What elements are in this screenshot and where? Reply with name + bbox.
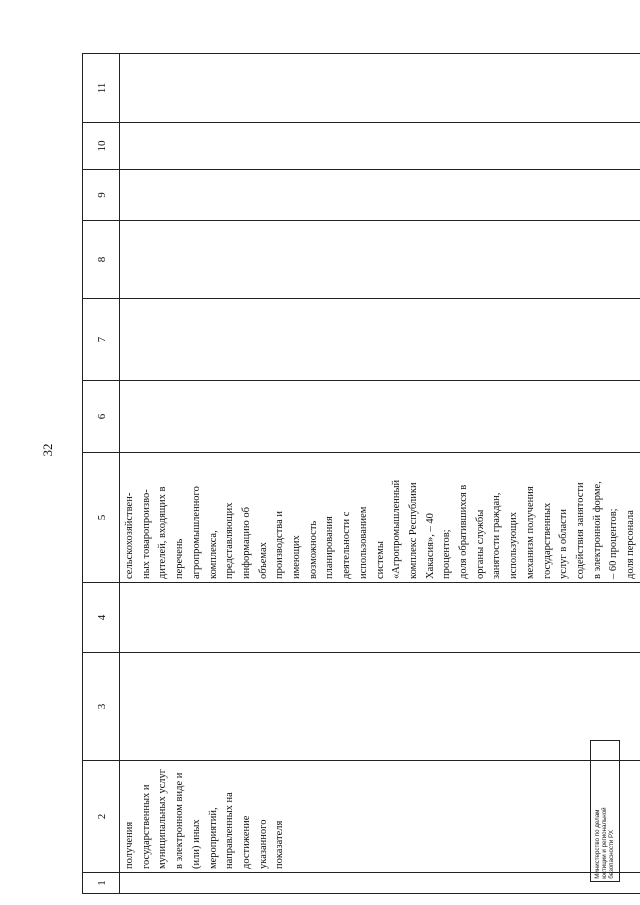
row-cell-10 xyxy=(120,123,640,170)
ministry-stamp xyxy=(590,740,620,882)
data-table xyxy=(82,53,640,894)
header-cell-9: 9 xyxy=(83,170,120,221)
row-cell-3 xyxy=(120,653,640,761)
table-row xyxy=(120,54,640,894)
row-cell-9 xyxy=(120,170,640,221)
header-cell-6: 6 xyxy=(83,381,120,453)
row-cell-11 xyxy=(120,54,640,123)
header-cell-11: 11 xyxy=(83,54,120,123)
row-cell-4 xyxy=(120,583,640,653)
row-cell-8 xyxy=(120,221,640,299)
row-cell-1 xyxy=(120,873,640,894)
header-cell-3: 3 xyxy=(83,653,120,761)
header-row xyxy=(83,54,120,894)
header-cell-2: 2 xyxy=(83,761,120,873)
page-number: 32 xyxy=(40,443,55,457)
stamp-line-3: безопасности РХ xyxy=(608,829,616,879)
header-cell-4: 4 xyxy=(83,583,120,653)
row-cell-7 xyxy=(120,299,640,381)
header-cell-5: 5 xyxy=(83,453,120,583)
row-cell-5: сельскохозяйствен- ных товаропроизво- дителей, входящих в перечень агропромышленного комплекса, представляющих информацию об объемах производства и имеющих возможность планирования деятельности с использованием системы «Агропромышленный комплекс Республики Хакасия», – 40 процентов; доля обратившихся в органы службы занятости граждан, использующих механизм получения государственных услуг в области содействия занятости в электронной форме, – 60 процентов; доля персонала xyxy=(120,453,640,583)
row-cell-2: получения государственных и муниципальных услуг в электронном виде и (или) иных мероприятий, направленных на достижение указанного показателя xyxy=(120,761,640,873)
header-cell-10: 10 xyxy=(83,123,120,170)
stamp-line-2: юстиции и региональной xyxy=(601,807,609,879)
header-cell-1: 1 xyxy=(83,873,120,894)
stamp-line-1: Министерство по делам xyxy=(594,809,602,879)
header-cell-7: 7 xyxy=(83,299,120,381)
row-cell-6 xyxy=(120,381,640,453)
header-cell-8: 8 xyxy=(83,221,120,299)
